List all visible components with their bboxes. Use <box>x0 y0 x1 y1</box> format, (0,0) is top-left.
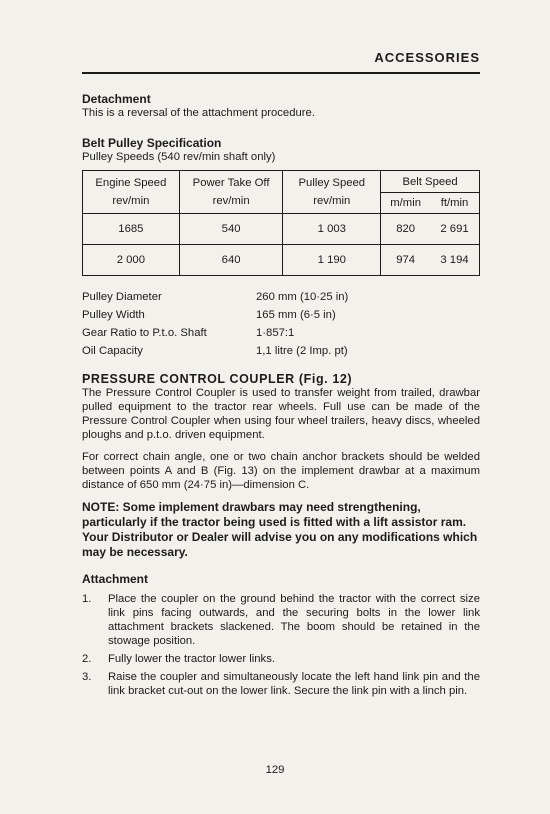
belt-unit-m: m/min <box>390 196 421 209</box>
pulley-facts <box>82 288 480 360</box>
cell-belt-ft: 3 194 <box>440 254 469 266</box>
belt-unit-ft: ft/min <box>440 196 469 209</box>
pcc-paragraph-2: For correct chain angle, one or two chain anchor brackets should be welded between points A and B (Fig. 13) on the implement drawbar at a maximum distance of 650 mm (24·75 in)—dimension C. <box>82 451 480 491</box>
list-item: 2. Fully lower the tractor lower links. <box>82 653 275 665</box>
pulley-speed-table <box>82 170 480 276</box>
table-header-row <box>83 171 480 214</box>
page-number: 129 <box>265 764 285 776</box>
pcc-paragraph-1: The Pressure Control Coupler is used to transfer weight from trailed, drawbar pulled equipment to the tractor rear wheels. Full use can be made of the Pressure Control Coupler when using four wheel trailers, heavy discs, wheeled ploughs and p.t.o. driven equipment. <box>82 387 480 441</box>
fact-row: Pulley Diameter 260 mm (10·25 in) <box>82 291 349 303</box>
header-rule <box>82 72 480 74</box>
section-header: ACCESSORIES <box>374 50 480 65</box>
attachment-steps <box>82 592 480 698</box>
attachment-heading: Attachment <box>82 572 149 586</box>
cell-pto: 640 <box>179 245 283 276</box>
col-belt-speed: Belt Speed m/min ft/min <box>381 171 480 214</box>
pcc-heading: PRESSURE CONTROL COUPLER (Fig. 12) <box>82 372 353 386</box>
belt-pulley-heading: Belt Pulley Specification <box>82 136 222 150</box>
list-item: 1. Place the coupler on the ground behind the tractor with the correct size link pins facing outwards, and the securing bolts in the lower link attachment brackets slackened. The boom should be retained in the stowage position. <box>82 593 480 647</box>
table-row <box>83 214 480 245</box>
cell-belt-m: 974 <box>396 254 416 266</box>
col-pulley-speed: Pulley Speed rev/min <box>283 171 381 214</box>
page-content <box>82 92 480 702</box>
fact-row: Gear Ratio to P.t.o. Shaft 1·857:1 <box>82 327 295 339</box>
cell-engine: 1685 <box>83 214 180 245</box>
belt-pulley-subtitle: Pulley Speeds (540 rev/min shaft only) <box>82 151 276 163</box>
detachment-heading: Detachment <box>82 92 151 106</box>
cell-belt-ft: 2 691 <box>440 223 469 235</box>
cell-pto: 540 <box>179 214 283 245</box>
cell-belt <box>381 245 480 276</box>
cell-belt-m: 820 <box>396 223 416 235</box>
detachment-text: This is a reversal of the attachment procedure. <box>82 107 315 119</box>
table-row <box>83 245 480 276</box>
cell-pulley: 1 190 <box>283 245 381 276</box>
col-engine-speed: Engine Speed rev/min <box>83 171 180 214</box>
cell-engine: 2 000 <box>83 245 180 276</box>
note: NOTE: Some implement drawbars may need strengthening, particularly if the tractor being used is fitted with a lift assistor ram. Your Distributor or Dealer will advise you on any modifications which may be necessary. <box>82 500 478 559</box>
fact-row: Oil Capacity 1,1 litre (2 Imp. pt) <box>82 345 348 357</box>
col-pto: Power Take Off rev/min <box>179 171 283 214</box>
cell-belt <box>381 214 480 245</box>
fact-row: Pulley Width 165 mm (6·5 in) <box>82 309 336 321</box>
cell-pulley: 1 003 <box>283 214 381 245</box>
list-item: 3. Raise the coupler and simultaneously locate the left hand link pin and the link bracket cut-out on the lower link. Secure the link pin with a linch pin. <box>82 671 480 697</box>
